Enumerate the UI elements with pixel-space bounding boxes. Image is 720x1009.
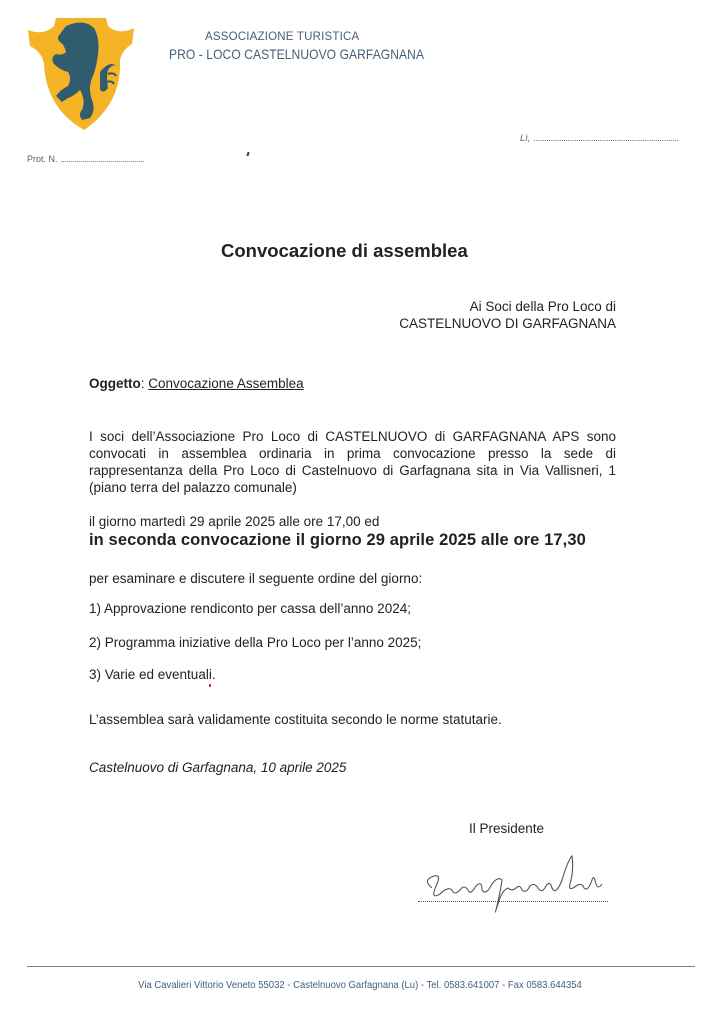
- protocol-number-field: [27, 154, 144, 164]
- second-call-line: in seconda convocazione il giorno 29 aprile 2025 alle ore 17,30: [89, 531, 586, 549]
- place-date-field: [520, 133, 679, 144]
- scan-speck: [209, 684, 211, 687]
- agenda-item: 2) Programma iniziative della Pro Loco per l’anno 2025;: [89, 635, 422, 650]
- org-name-line2: PRO - LOCO CASTELNUOVO GARFAGNANA: [169, 46, 425, 62]
- validity-statement: L’assemblea sarà validamente costituita secondo le norme statutarie.: [89, 712, 502, 727]
- agenda-item: 3) Varie ed eventuali.: [89, 667, 216, 682]
- signature-line: [418, 901, 608, 902]
- body-paragraph: I soci dell’Associazione Pro Loco di CASTELNUOVO di GARFAGNANA APS sono convocati in assemblea ordinaria in prima convocazione presso la sede di rappresentanza della Pro Loco di Castelnuovo di Garfagnana sita in Via Vallisneri, 1 (piano terra del palazzo comunale): [89, 429, 616, 495]
- subject-label: Oggetto: [89, 376, 141, 391]
- scan-speck: [246, 152, 249, 156]
- org-name-line1: ASSOCIAZIONE TURISTICA: [205, 31, 360, 43]
- protocol-label: Prot. N.: [27, 154, 58, 164]
- first-call-line: il giorno martedì 29 aprile 2025 alle ore 17,00 ed: [89, 514, 380, 529]
- subject-text: Convocazione Assemblea: [148, 376, 304, 391]
- protocol-dots: ..........................................: [60, 154, 145, 164]
- place-dots: ....................................................................: [533, 133, 679, 144]
- signature-icon: [412, 850, 612, 920]
- footer-divider: [27, 966, 695, 967]
- agenda-intro: per esaminare e discutere il seguente ordine del giorno:: [89, 571, 423, 586]
- subject-separator: :: [140, 376, 149, 391]
- place-and-date: Castelnuovo di Garfagnana, 10 aprile 2025: [89, 760, 347, 775]
- place-label: Lì,: [520, 133, 531, 144]
- document-title: Convocazione di assemblea: [221, 240, 468, 261]
- footer-address: Via Cavalieri Vittorio Veneto 55032 - Castelnuovo Garfagnana (Lu) - Tel. 0583.641007 - Fax 0583.644354: [138, 980, 582, 991]
- recipient-block: [399, 298, 616, 332]
- signatory-title: Il Presidente: [469, 821, 545, 836]
- subject-line: [89, 376, 304, 391]
- recipient-line1: Ai Soci della Pro Loco di: [469, 299, 616, 314]
- agenda-item: 1) Approvazione rendiconto per cassa dell’anno 2024;: [89, 601, 411, 616]
- lion-shield-logo-icon: [26, 14, 136, 132]
- recipient-line2: CASTELNUOVO DI GARFAGNANA: [399, 316, 616, 331]
